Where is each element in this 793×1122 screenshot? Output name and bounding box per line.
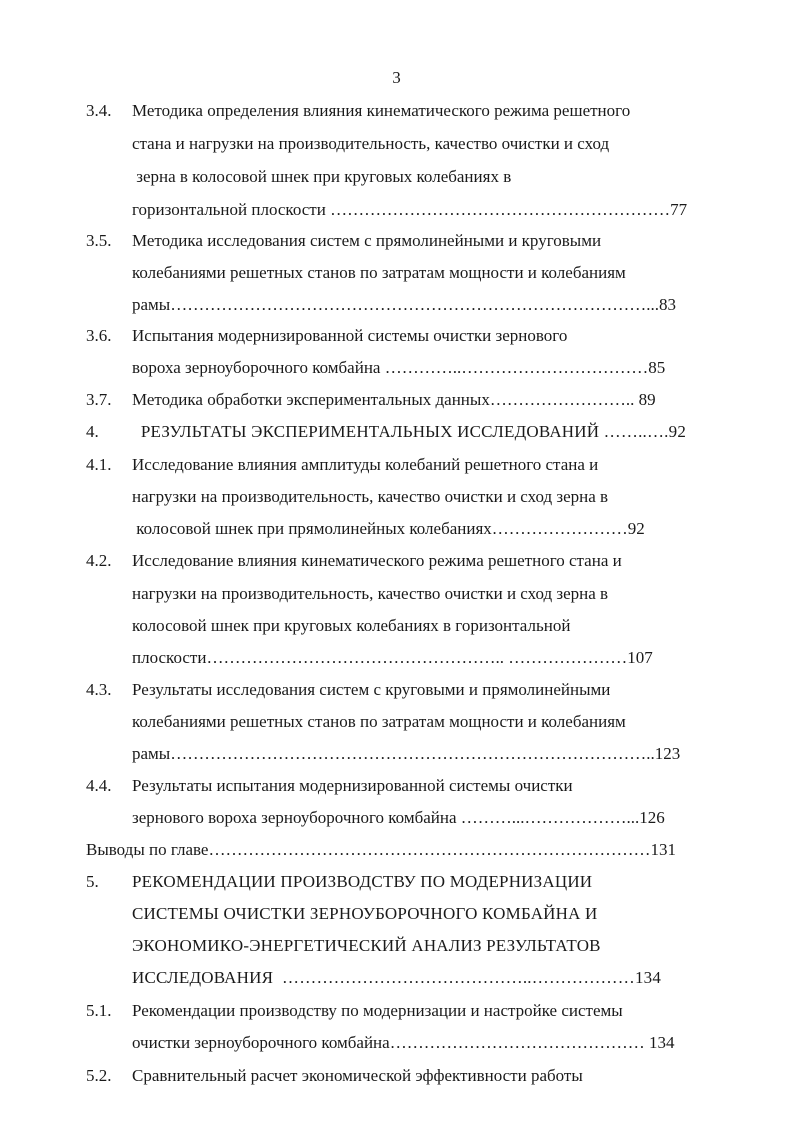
toc-chapter-title: СИСТЕМЫ ОЧИСТКИ ЗЕРНОУБОРОЧНОГО КОМБАЙНА И <box>132 904 598 923</box>
toc-chapter-number: 5. <box>86 872 99 891</box>
toc-entry-line: зернового вороха зерноуборочного комбайна ………...………………...126 <box>132 808 665 827</box>
toc-entry-line: рамы…………………………………………………………………………...83 <box>132 295 676 314</box>
toc-entry-line: очистки зерноуборочного комбайна……………………………………… 134 <box>132 1033 675 1052</box>
toc-entry-number: 5.1. <box>86 1001 112 1020</box>
toc-entry-number: 4.1. <box>86 455 112 474</box>
toc-entry-line: нагрузки на производительность, качество очистки и сход зерна в <box>132 487 609 506</box>
toc-entry-line: Результаты испытания модернизированной системы очистки <box>132 776 573 795</box>
toc-entry-line: плоскости…………………………………………….. …………………107 <box>132 648 653 667</box>
toc-conclusions: Выводы по главе……………………………………………………………………131 <box>86 840 676 859</box>
toc-entry-line: колосовой шнек при прямолинейных колебаниях……………………92 <box>132 519 645 538</box>
toc-entry-line: горизонтальной плоскости ……………………………………………………77 <box>132 200 688 219</box>
toc-entry-line: Сравнительный расчет экономической эффективности работы <box>132 1066 583 1085</box>
toc-entry-line: Методика обработки экспериментальных данных…………………….. 89 <box>132 390 656 409</box>
toc-entry-line: вороха зерноуборочного комбайна …………..……………………………85 <box>132 358 666 377</box>
toc-chapter-title: ИССЛЕДОВАНИЯ ……………………………………..………………134 <box>132 968 662 987</box>
toc-entry-line: рамы…………………………………………………………………………..123 <box>132 744 681 763</box>
toc-entry-line: зерна в колосовой шнек при круговых колебаниях в <box>132 167 512 186</box>
toc-entry-line: колебаниями решетных станов по затратам мощности и колебаниям <box>132 712 626 731</box>
toc-entry-line: колебаниями решетных станов по затратам мощности и колебаниям <box>132 263 626 282</box>
toc-entry-number: 3.6. <box>86 326 112 345</box>
toc-entry-line: Результаты исследования систем с круговыми и прямолинейными <box>132 680 611 699</box>
toc-chapter-title: ЭКОНОМИКО-ЭНЕРГЕТИЧЕСКИЙ АНАЛИЗ РЕЗУЛЬТАТОВ <box>132 936 601 955</box>
toc-entry-number: 4.2. <box>86 551 112 570</box>
toc-entry-number: 4.3. <box>86 680 112 699</box>
toc-entry-line: колосовой шнек при круговых колебаниях в горизонтальной <box>132 616 571 635</box>
toc-entry-number: 4.4. <box>86 776 112 795</box>
toc-entry-number: 3.5. <box>86 231 112 250</box>
toc-entry-line: Методика определения влияния кинематического режима решетного <box>132 101 631 120</box>
toc-entry-line: Исследование влияния амплитуды колебаний решетного стана и <box>132 455 599 474</box>
toc-entry-line: Рекомендации производству по модернизации и настройке системы <box>132 1001 623 1020</box>
toc-chapter-title: РЕЗУЛЬТАТЫ ЭКСПЕРИМЕНТАЛЬНЫХ ИССЛЕДОВАНИЙ ……..….92 <box>132 422 687 441</box>
toc-entry-line: нагрузки на производительность, качество очистки и сход зерна в <box>132 584 609 603</box>
toc-entry-line: стана и нагрузки на производительность, качество очистки и сход <box>132 134 610 153</box>
toc-chapter-number: 4. <box>86 422 99 441</box>
page-number: 3 <box>392 68 401 87</box>
toc-entry-line: Испытания модернизированной системы очистки зернового <box>132 326 568 345</box>
toc-entry-number: 3.4. <box>86 101 112 120</box>
toc-chapter-title: РЕКОМЕНДАЦИИ ПРОИЗВОДСТВУ ПО МОДЕРНИЗАЦИИ <box>132 872 593 891</box>
toc-entry-number: 5.2. <box>86 1066 112 1085</box>
toc-entry-line: Методика исследования систем с прямолинейными и круговыми <box>132 231 602 250</box>
toc-entry-line: Исследование влияния кинематического режима решетного стана и <box>132 551 622 570</box>
toc-entry-number: 3.7. <box>86 390 112 409</box>
